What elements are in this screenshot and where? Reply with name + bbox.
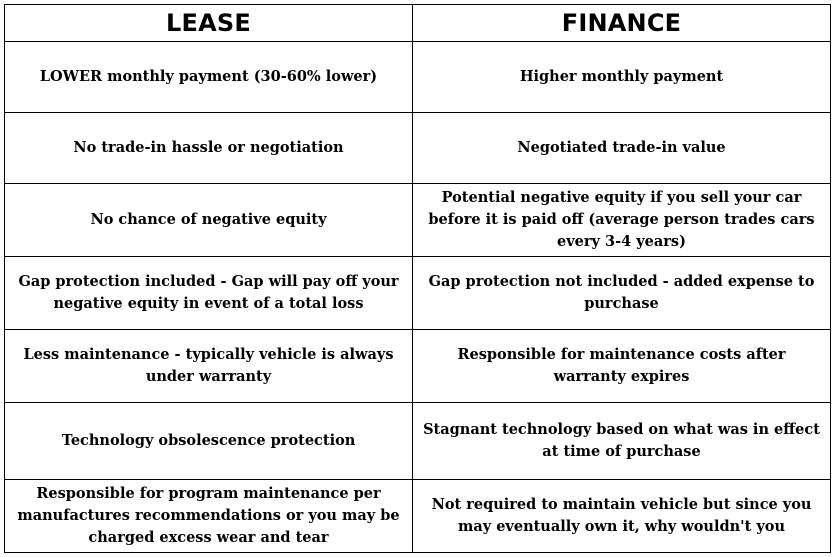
finance-cell: Gap protection not included - added expense to purchase [413,257,831,330]
lease-cell: Less maintenance - typically vehicle is always under warranty [5,330,413,403]
lease-cell: No chance of negative equity [5,184,413,257]
table-row [5,42,831,113]
lease-cell: No trade-in hassle or negotiation [5,113,413,184]
finance-cell: Not required to maintain vehicle but since you may eventually own it, why wouldn't you [413,480,831,553]
table-row [5,184,831,257]
table-row [5,480,831,553]
table-row [5,257,831,330]
finance-cell: Stagnant technology based on what was in effect at time of purchase [413,403,831,480]
lease-cell: LOWER monthly payment (30-60% lower) [5,42,413,113]
lease-header: LEASE [5,5,413,42]
lease-vs-finance-table [4,4,831,553]
lease-cell: Responsible for program maintenance per manufactures recommendations or you may be charged excess wear and tear [5,480,413,553]
lease-cell: Gap protection included - Gap will pay off your negative equity in event of a total loss [5,257,413,330]
finance-cell: Negotiated trade-in value [413,113,831,184]
finance-cell: Higher monthly payment [413,42,831,113]
table-row [5,330,831,403]
finance-header: FINANCE [413,5,831,42]
table-row [5,403,831,480]
lease-cell: Technology obsolescence protection [5,403,413,480]
table-row [5,113,831,184]
finance-cell: Responsible for maintenance costs after warranty expires [413,330,831,403]
header-row [5,5,831,42]
finance-cell: Potential negative equity if you sell your car before it is paid off (average person trades cars every 3-4 years) [413,184,831,257]
